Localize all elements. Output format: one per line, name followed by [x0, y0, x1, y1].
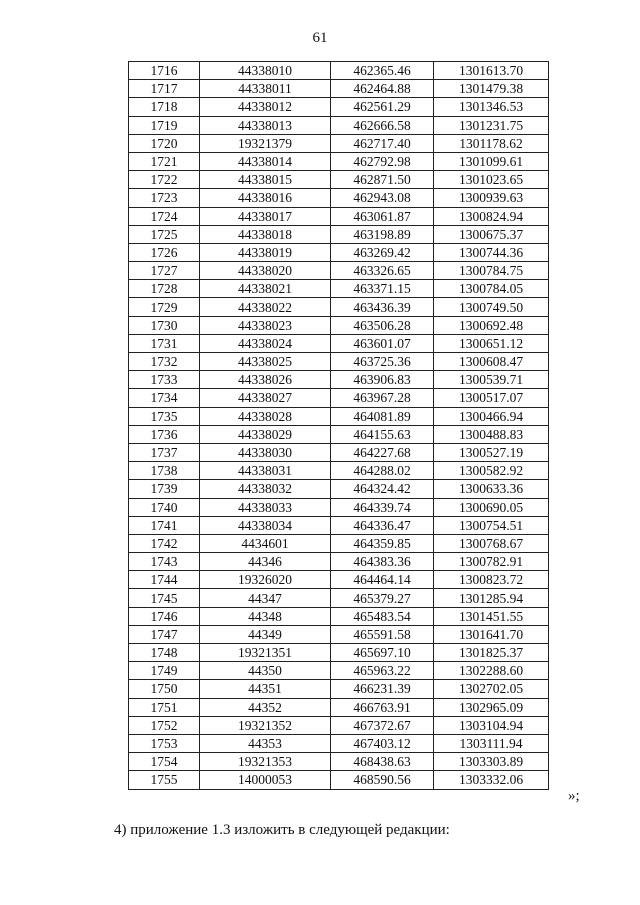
y-coordinate-cell: 1300824.94 [434, 207, 549, 225]
point-id-cell: 44338026 [200, 371, 331, 389]
point-number-cell: 1747 [129, 625, 200, 643]
point-number-cell: 1720 [129, 134, 200, 152]
point-number-cell: 1735 [129, 407, 200, 425]
y-coordinate-cell: 1300690.05 [434, 498, 549, 516]
point-id-cell: 44347 [200, 589, 331, 607]
x-coordinate-cell: 465963.22 [331, 662, 434, 680]
point-id-cell: 44338011 [200, 80, 331, 98]
table-row [129, 316, 549, 334]
point-id-cell: 44338028 [200, 407, 331, 425]
point-id-cell: 44350 [200, 662, 331, 680]
point-number-cell: 1716 [129, 62, 200, 80]
point-number-cell: 1721 [129, 152, 200, 170]
x-coordinate-cell: 465483.54 [331, 607, 434, 625]
table-row [129, 389, 549, 407]
y-coordinate-cell: 1301178.62 [434, 134, 549, 152]
point-id-cell: 19326020 [200, 571, 331, 589]
y-coordinate-cell: 1300675.37 [434, 225, 549, 243]
point-number-cell: 1746 [129, 607, 200, 625]
point-id-cell: 4434601 [200, 534, 331, 552]
point-number-cell: 1725 [129, 225, 200, 243]
point-id-cell: 44338017 [200, 207, 331, 225]
x-coordinate-cell: 463269.42 [331, 243, 434, 261]
x-coordinate-cell: 462943.08 [331, 189, 434, 207]
x-coordinate-cell: 464288.02 [331, 462, 434, 480]
point-id-cell: 44338029 [200, 425, 331, 443]
point-id-cell: 19321353 [200, 753, 331, 771]
point-id-cell: 44349 [200, 625, 331, 643]
x-coordinate-cell: 463326.65 [331, 262, 434, 280]
table-row [129, 243, 549, 261]
y-coordinate-cell: 1300466.94 [434, 407, 549, 425]
y-coordinate-cell: 1301479.38 [434, 80, 549, 98]
point-number-cell: 1753 [129, 734, 200, 752]
x-coordinate-cell: 467372.67 [331, 716, 434, 734]
point-id-cell: 14000053 [200, 771, 331, 789]
x-coordinate-cell: 463967.28 [331, 389, 434, 407]
y-coordinate-cell: 1300608.47 [434, 353, 549, 371]
y-coordinate-cell: 1300517.07 [434, 389, 549, 407]
point-id-cell: 44338022 [200, 298, 331, 316]
y-coordinate-cell: 1302702.05 [434, 680, 549, 698]
table-row [129, 553, 549, 571]
table-row [129, 462, 549, 480]
point-number-cell: 1751 [129, 698, 200, 716]
point-number-cell: 1737 [129, 443, 200, 461]
amendment-instruction: 4) приложение 1.3 изложить в следующей редакции: [114, 822, 450, 838]
x-coordinate-cell: 464336.47 [331, 516, 434, 534]
table-row [129, 80, 549, 98]
table-row [129, 644, 549, 662]
y-coordinate-cell: 1300539.71 [434, 371, 549, 389]
y-coordinate-cell: 1301099.61 [434, 152, 549, 170]
y-coordinate-cell: 1300692.48 [434, 316, 549, 334]
point-number-cell: 1722 [129, 171, 200, 189]
point-number-cell: 1738 [129, 462, 200, 480]
x-coordinate-cell: 464464.14 [331, 571, 434, 589]
table-row [129, 516, 549, 534]
x-coordinate-cell: 463371.15 [331, 280, 434, 298]
table-row [129, 171, 549, 189]
point-number-cell: 1750 [129, 680, 200, 698]
y-coordinate-cell: 1300749.50 [434, 298, 549, 316]
y-coordinate-cell: 1301285.94 [434, 589, 549, 607]
point-id-cell: 44353 [200, 734, 331, 752]
point-id-cell: 44338016 [200, 189, 331, 207]
point-id-cell: 44338034 [200, 516, 331, 534]
point-number-cell: 1728 [129, 280, 200, 298]
point-id-cell: 19321352 [200, 716, 331, 734]
x-coordinate-cell: 462666.58 [331, 116, 434, 134]
point-number-cell: 1748 [129, 644, 200, 662]
table-row [129, 98, 549, 116]
point-id-cell: 19321379 [200, 134, 331, 152]
y-coordinate-cell: 1303332.06 [434, 771, 549, 789]
point-number-cell: 1740 [129, 498, 200, 516]
coordinates-table-body [129, 62, 549, 790]
point-number-cell: 1744 [129, 571, 200, 589]
point-id-cell: 44346 [200, 553, 331, 571]
table-row [129, 534, 549, 552]
point-number-cell: 1727 [129, 262, 200, 280]
table-row [129, 680, 549, 698]
table-row [129, 207, 549, 225]
point-id-cell: 44338010 [200, 62, 331, 80]
table-row [129, 152, 549, 170]
point-id-cell: 44338013 [200, 116, 331, 134]
point-number-cell: 1723 [129, 189, 200, 207]
point-id-cell: 44338012 [200, 98, 331, 116]
y-coordinate-cell: 1300744.36 [434, 243, 549, 261]
point-number-cell: 1729 [129, 298, 200, 316]
table-row [129, 625, 549, 643]
x-coordinate-cell: 464155.63 [331, 425, 434, 443]
point-number-cell: 1733 [129, 371, 200, 389]
x-coordinate-cell: 464383.36 [331, 553, 434, 571]
x-coordinate-cell: 464324.42 [331, 480, 434, 498]
x-coordinate-cell: 463906.83 [331, 371, 434, 389]
x-coordinate-cell: 467403.12 [331, 734, 434, 752]
table-row [129, 189, 549, 207]
y-coordinate-cell: 1301825.37 [434, 644, 549, 662]
point-id-cell: 44338032 [200, 480, 331, 498]
y-coordinate-cell: 1301613.70 [434, 62, 549, 80]
x-coordinate-cell: 468438.63 [331, 753, 434, 771]
point-number-cell: 1719 [129, 116, 200, 134]
y-coordinate-cell: 1301641.70 [434, 625, 549, 643]
y-coordinate-cell: 1303111.94 [434, 734, 549, 752]
table-row [129, 443, 549, 461]
x-coordinate-cell: 464227.68 [331, 443, 434, 461]
table-row [129, 62, 549, 80]
table-row [129, 734, 549, 752]
table-row [129, 771, 549, 789]
y-coordinate-cell: 1300651.12 [434, 334, 549, 352]
x-coordinate-cell: 466231.39 [331, 680, 434, 698]
point-id-cell: 44338018 [200, 225, 331, 243]
x-coordinate-cell: 462717.40 [331, 134, 434, 152]
x-coordinate-cell: 464359.85 [331, 534, 434, 552]
point-number-cell: 1741 [129, 516, 200, 534]
x-coordinate-cell: 462871.50 [331, 171, 434, 189]
point-id-cell: 44338014 [200, 152, 331, 170]
point-number-cell: 1717 [129, 80, 200, 98]
point-id-cell: 44352 [200, 698, 331, 716]
point-number-cell: 1749 [129, 662, 200, 680]
y-coordinate-cell: 1300784.75 [434, 262, 549, 280]
x-coordinate-cell: 463198.89 [331, 225, 434, 243]
point-number-cell: 1743 [129, 553, 200, 571]
point-id-cell: 19321351 [200, 644, 331, 662]
y-coordinate-cell: 1300782.91 [434, 553, 549, 571]
table-row [129, 498, 549, 516]
y-coordinate-cell: 1300527.19 [434, 443, 549, 461]
table-row [129, 116, 549, 134]
y-coordinate-cell: 1301023.65 [434, 171, 549, 189]
table-row [129, 698, 549, 716]
y-coordinate-cell: 1301231.75 [434, 116, 549, 134]
point-number-cell: 1726 [129, 243, 200, 261]
point-number-cell: 1730 [129, 316, 200, 334]
point-number-cell: 1736 [129, 425, 200, 443]
y-coordinate-cell: 1301346.53 [434, 98, 549, 116]
table-row [129, 425, 549, 443]
y-coordinate-cell: 1302288.60 [434, 662, 549, 680]
point-id-cell: 44338030 [200, 443, 331, 461]
x-coordinate-cell: 463436.39 [331, 298, 434, 316]
y-coordinate-cell: 1300768.67 [434, 534, 549, 552]
point-number-cell: 1754 [129, 753, 200, 771]
point-number-cell: 1718 [129, 98, 200, 116]
x-coordinate-cell: 463601.07 [331, 334, 434, 352]
point-number-cell: 1724 [129, 207, 200, 225]
table-row [129, 225, 549, 243]
table-row [129, 280, 549, 298]
point-id-cell: 44348 [200, 607, 331, 625]
point-id-cell: 44338033 [200, 498, 331, 516]
y-coordinate-cell: 1300754.51 [434, 516, 549, 534]
y-coordinate-cell: 1300939.63 [434, 189, 549, 207]
x-coordinate-cell: 463725.36 [331, 353, 434, 371]
point-id-cell: 44338021 [200, 280, 331, 298]
x-coordinate-cell: 464339.74 [331, 498, 434, 516]
page-number: 61 [312, 30, 328, 46]
point-number-cell: 1745 [129, 589, 200, 607]
table-row [129, 407, 549, 425]
y-coordinate-cell: 1303303.89 [434, 753, 549, 771]
point-number-cell: 1752 [129, 716, 200, 734]
table-row [129, 262, 549, 280]
point-id-cell: 44338031 [200, 462, 331, 480]
y-coordinate-cell: 1300784.05 [434, 280, 549, 298]
y-coordinate-cell: 1300488.83 [434, 425, 549, 443]
x-coordinate-cell: 462464.88 [331, 80, 434, 98]
table-row [129, 298, 549, 316]
x-coordinate-cell: 463061.87 [331, 207, 434, 225]
table-row [129, 571, 549, 589]
table-row [129, 753, 549, 771]
point-number-cell: 1739 [129, 480, 200, 498]
closing-quote-mark: »; [568, 788, 580, 804]
point-id-cell: 44338015 [200, 171, 331, 189]
table-row [129, 134, 549, 152]
point-id-cell: 44338027 [200, 389, 331, 407]
point-id-cell: 44338020 [200, 262, 331, 280]
y-coordinate-cell: 1301451.55 [434, 607, 549, 625]
x-coordinate-cell: 463506.28 [331, 316, 434, 334]
table-row [129, 353, 549, 371]
x-coordinate-cell: 468590.56 [331, 771, 434, 789]
x-coordinate-cell: 462792.98 [331, 152, 434, 170]
table-row [129, 480, 549, 498]
point-id-cell: 44338023 [200, 316, 331, 334]
y-coordinate-cell: 1300823.72 [434, 571, 549, 589]
table-row [129, 334, 549, 352]
y-coordinate-cell: 1300633.36 [434, 480, 549, 498]
y-coordinate-cell: 1300582.92 [434, 462, 549, 480]
x-coordinate-cell: 466763.91 [331, 698, 434, 716]
y-coordinate-cell: 1302965.09 [434, 698, 549, 716]
table-row [129, 371, 549, 389]
point-number-cell: 1755 [129, 771, 200, 789]
x-coordinate-cell: 465697.10 [331, 644, 434, 662]
point-number-cell: 1731 [129, 334, 200, 352]
table-row [129, 607, 549, 625]
point-id-cell: 44338019 [200, 243, 331, 261]
point-id-cell: 44338024 [200, 334, 331, 352]
x-coordinate-cell: 465379.27 [331, 589, 434, 607]
point-id-cell: 44338025 [200, 353, 331, 371]
table-row [129, 716, 549, 734]
table-row [129, 589, 549, 607]
point-number-cell: 1734 [129, 389, 200, 407]
coordinates-table [128, 61, 549, 790]
x-coordinate-cell: 462561.29 [331, 98, 434, 116]
x-coordinate-cell: 464081.89 [331, 407, 434, 425]
x-coordinate-cell: 465591.58 [331, 625, 434, 643]
point-id-cell: 44351 [200, 680, 331, 698]
y-coordinate-cell: 1303104.94 [434, 716, 549, 734]
point-number-cell: 1732 [129, 353, 200, 371]
point-number-cell: 1742 [129, 534, 200, 552]
table-row [129, 662, 549, 680]
x-coordinate-cell: 462365.46 [331, 62, 434, 80]
